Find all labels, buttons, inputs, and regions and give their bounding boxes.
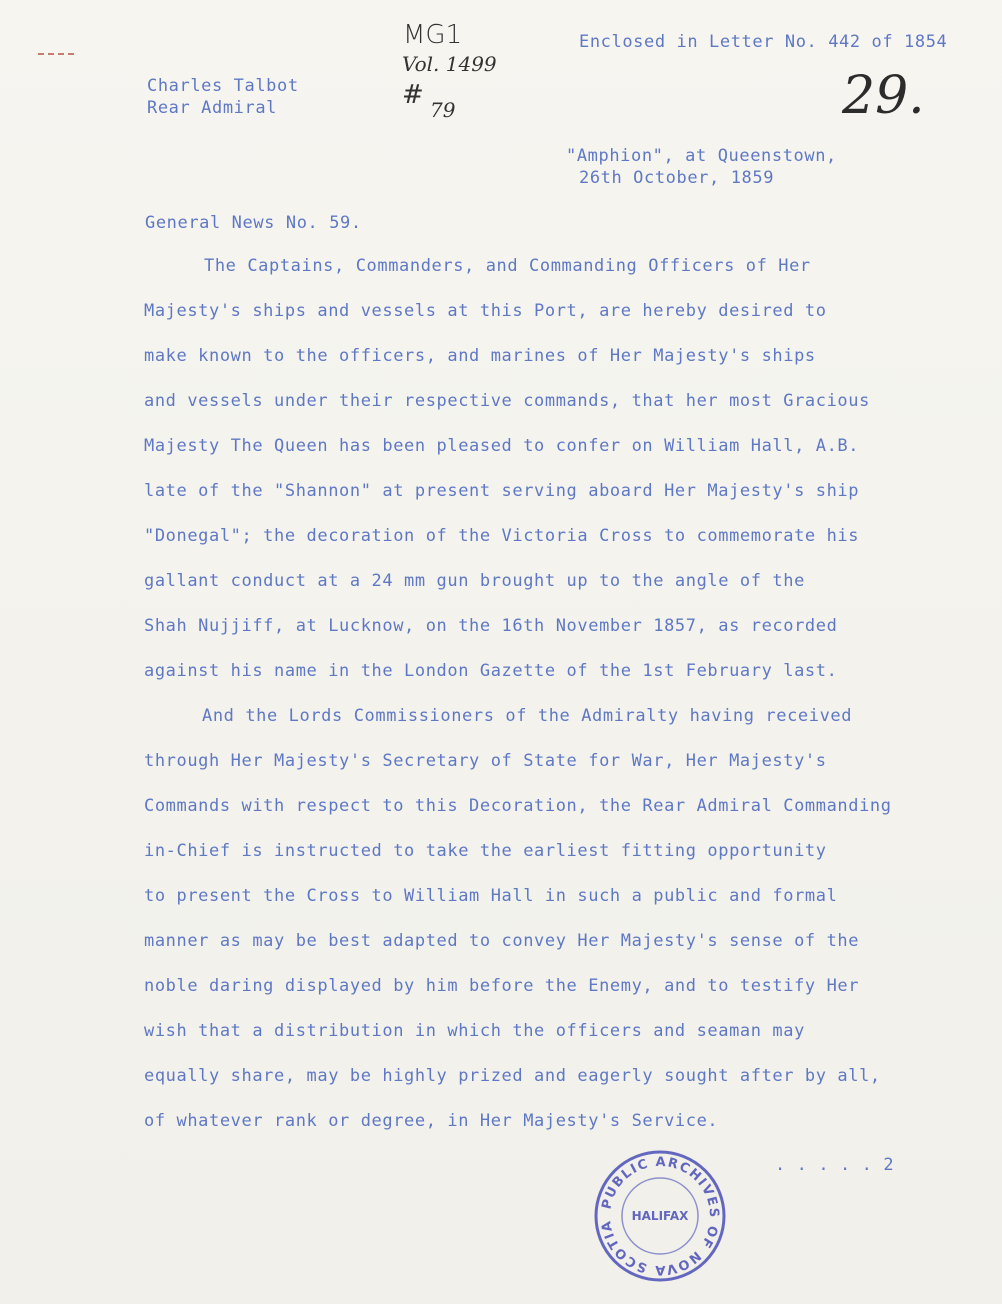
letter-body <box>144 256 984 1136</box>
paragraph1-line: Shah Nujjiff, at Lucknow, on the 16th November 1857, as recorded <box>144 616 838 636</box>
document-heading: General News No. 59. <box>145 213 362 233</box>
stamp-ring-text: PUBLIC ARCHIVES OF NOVA SCOTIA <box>598 1154 722 1278</box>
handwritten-ref-mg1: MG1 <box>403 20 463 50</box>
paragraph1-line: gallant conduct at a 24 mm gun brought up to the angle of the <box>144 571 805 591</box>
paragraph2-line: of whatever rank or degree, in Her Majesty's Service. <box>144 1111 719 1131</box>
paragraph2-line: And the Lords Commissioners of the Admiralty having received <box>202 706 853 726</box>
paragraph2-line: equally share, may be highly prized and eagerly sought after by all, <box>144 1066 881 1086</box>
sender-name: Charles Talbot <box>147 76 299 96</box>
handwritten-page-number: 29. <box>842 66 925 126</box>
enclosure-note: Enclosed in Letter No. 442 of 1854 <box>579 32 948 52</box>
handwritten-ref-number: 79 <box>430 98 456 122</box>
paragraph1-line: "Donegal"; the decoration of the Victoria Cross to commemorate his <box>144 526 860 546</box>
handwritten-ref-volume: Vol. 1499 <box>402 52 497 76</box>
paragraph2-line: through Her Majesty's Secretary of State for War, Her Majesty's <box>144 751 827 771</box>
paragraph2-line: to present the Cross to William Hall in such a public and formal <box>144 886 838 906</box>
continuation-marker: . . . . . 2 <box>775 1155 895 1175</box>
handwritten-ref-hash: # <box>402 80 424 110</box>
archive-stamp-icon <box>592 1148 728 1284</box>
paragraph2-line: noble daring displayed by him before the Enemy, and to testify Her <box>144 976 860 996</box>
paragraph2-line: manner as may be best adapted to convey Her Majesty's sense of the <box>144 931 860 951</box>
paragraph2-line: in-Chief is instructed to take the earliest fitting opportunity <box>144 841 827 861</box>
paragraph1-line: Majesty's ships and vessels at this Port, are hereby desired to <box>144 301 827 321</box>
paragraph1-line: make known to the officers, and marines of Her Majesty's ships <box>144 346 816 366</box>
paragraph1-line: late of the "Shannon" at present serving aboard Her Majesty's ship <box>144 481 860 501</box>
paragraph2-line: Commands with respect to this Decoration, the Rear Admiral Commanding <box>144 796 892 816</box>
paragraph2-line: wish that a distribution in which the officers and seaman may <box>144 1021 805 1041</box>
paragraph1-line: against his name in the London Gazette of the 1st February last. <box>144 661 838 681</box>
paragraph1-line: The Captains, Commanders, and Commanding Officers of Her <box>204 256 811 276</box>
stamp-center-text: HALIFAX <box>631 1209 689 1223</box>
margin-pencil-mark <box>38 53 78 55</box>
paragraph1-line: Majesty The Queen has been pleased to confer on William Hall, A.B. <box>144 436 860 456</box>
place-line: "Amphion", at Queenstown, <box>566 146 837 166</box>
paragraph1-line: and vessels under their respective commands, that her most Gracious <box>144 391 870 411</box>
sender-rank: Rear Admiral <box>147 98 278 118</box>
date-line: 26th October, 1859 <box>579 168 775 188</box>
